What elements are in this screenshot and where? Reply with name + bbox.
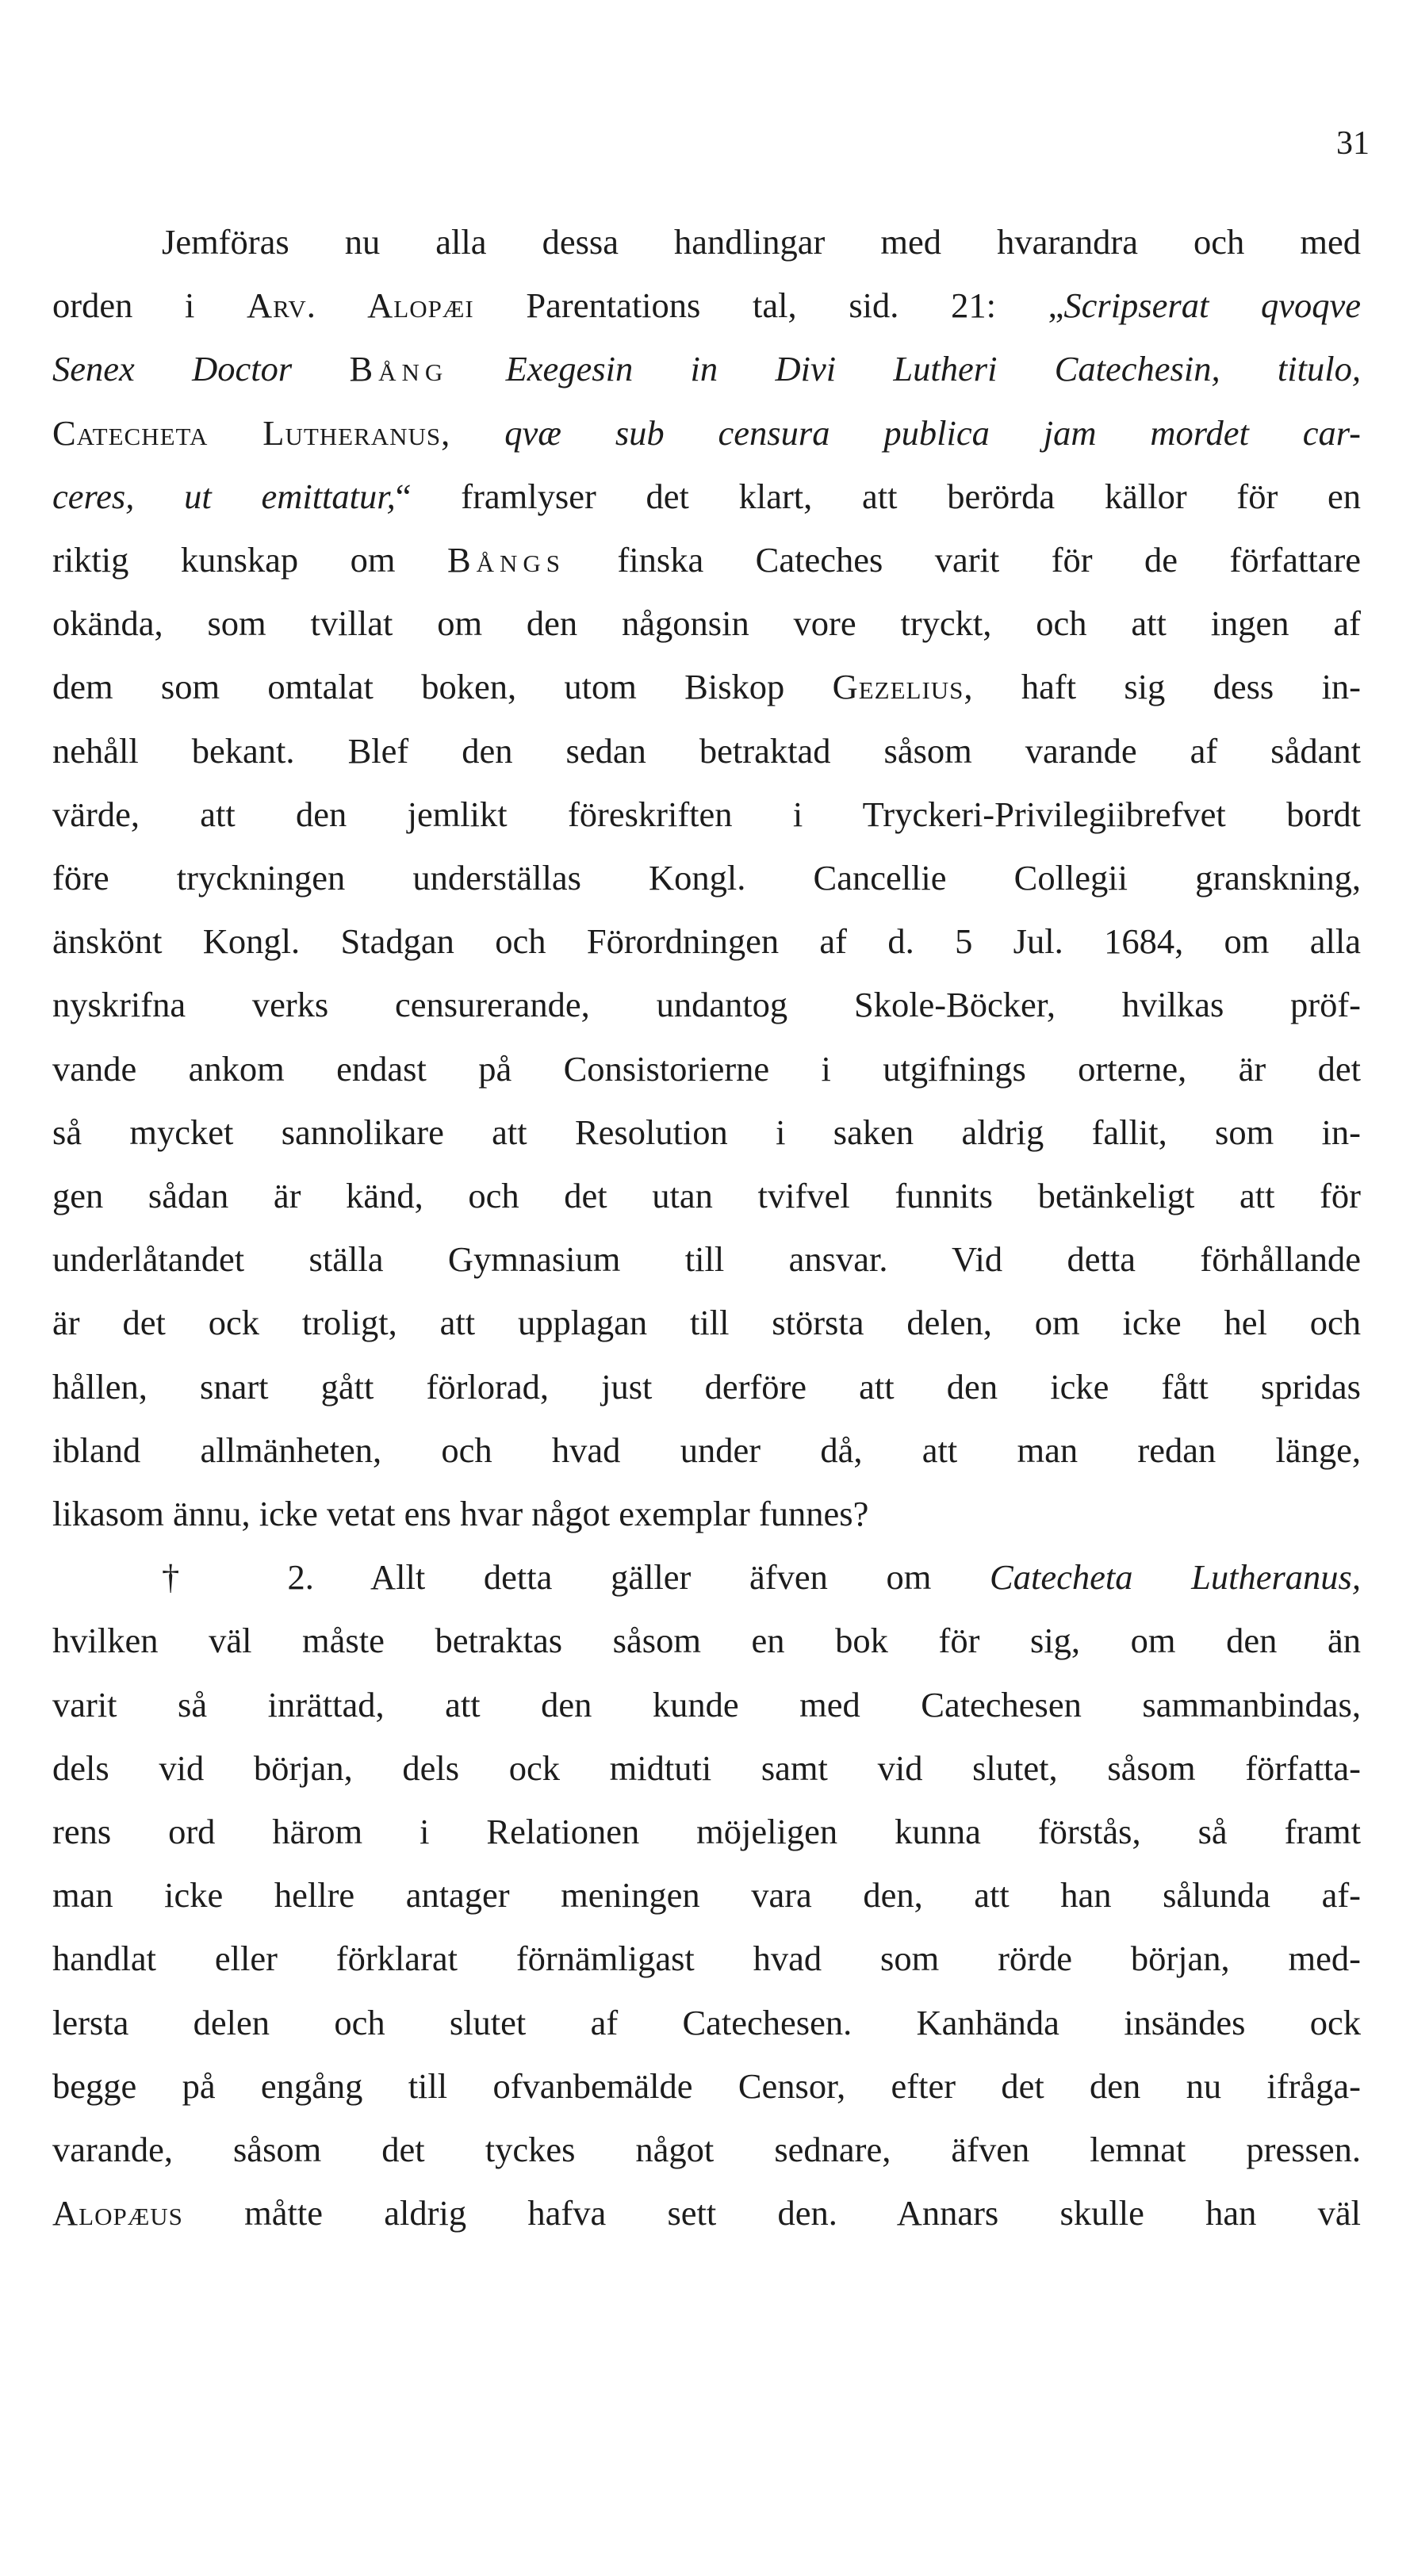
text-line [52,2181,1361,2245]
text-line [52,783,1361,846]
text-line [52,719,1361,783]
text-segment: Catecheta Lutheranus, [990,1557,1361,1598]
text-segment: hållen, snart gått förlorad, just derföre att den icke fått spridas [52,1366,1361,1407]
text-segment: Scripserat qvoqve [1063,285,1361,326]
text-line [52,655,1361,718]
text-segment: Bångs [446,540,566,580]
text-segment: vande ankom endast på Consistorierne i utgifnings orterne, är det [52,1048,1361,1089]
text-segment: Catecheta Lutheranus, [52,412,451,453]
text-segment: Alopæus [52,2193,183,2233]
text-segment: handlat eller förklarat förnämligast hvad som rörde början, med- [52,1939,1361,1979]
text-line [52,1545,1361,1609]
body-text [52,210,1361,2245]
text-segment: qvæ sub censura publica jam mordet car- [504,412,1361,453]
text-line [52,1609,1361,1672]
text-line [52,1863,1361,1927]
text-segment: är det ock troligt, att upplagan till största delen, om icke hel och [52,1303,1361,1343]
text-segment: Arv. Alopæi [247,285,474,326]
text-segment: änskönt Kongl. Stadgan och Förordningen af d. 5 Jul. 1684, om alla [52,921,1361,962]
text-segment: Parentations tal, sid. 21: „ [473,285,1064,326]
text-segment: rens ord härom i Relationen möjeligen kunna förstås, så framt [52,1812,1361,1852]
text-line [52,1037,1361,1100]
text-segment: “ framlyser det klart, att berörda källor för en [395,476,1361,516]
text-segment: dels vid början, dels ock midtuti samt vid slutet, såsom författa- [52,1747,1361,1788]
text-segment [292,349,349,389]
text-segment: hvilken väl måste betraktas såsom en bok för sig, om den än [52,1621,1361,1661]
text-line [52,1800,1361,1863]
text-segment: måtte aldrig hafva sett den. Annars skulle han väl [182,2193,1361,2233]
text-line [52,465,1361,528]
text-segment: nehåll bekant. Blef den sedan betraktad såsom varande af sådant [52,730,1361,771]
text-line [52,2118,1361,2181]
text-line [52,1673,1361,1736]
text-line [52,1355,1361,1418]
text-segment: Bång [349,349,449,389]
text-segment: Jemföras nu alla dessa handlingar med hvarandra och med [162,222,1361,262]
text-line [52,210,1361,274]
text-segment: före tryckningen underställas Kongl. Cancellie Collegii granskning, [52,858,1361,898]
text-line [52,1291,1361,1354]
text-segment: så mycket sannolikare att Resolution i saken aldrig fallit, som in- [52,1112,1361,1152]
text-segment: begge på engång till ofvanbemälde Censor, efter det den nu ifråga- [52,2065,1361,2106]
page-number: 31 [1336,125,1370,162]
text-segment: likasom ännu, icke vetat ens hvar något exemplar funnes? [52,1494,869,1534]
text-segment: gen sådan är känd, och det utan tvifvel funnits betänkeligt att för [52,1176,1361,1216]
text-segment: varande, såsom det tyckes något sednare, äfven lemnat pressen. [52,2130,1361,2170]
text-line [52,1227,1361,1291]
text-line [52,973,1361,1036]
text-line [52,1927,1361,1990]
text-segment [448,349,505,389]
text-segment: ibland allmänheten, och hvad under då, att man redan länge, [52,1430,1361,1470]
text-segment: man icke hellre antager meningen vara den, att han sålunda af- [52,1875,1361,1916]
text-segment: orden i [52,285,247,326]
text-line [52,337,1361,400]
text-line [52,1482,1361,1545]
text-segment: varit så inrättad, att den kunde med Catechesen sammanbindas, [52,1684,1361,1724]
text-segment: underlåtandet ställa Gymnasium till ansvar. Vid detta förhållande [52,1239,1361,1280]
text-segment: nyskrifna verks censurerande, undantog Skole-Böcker, hvilkas pröf- [52,985,1361,1025]
text-segment: Gezelius, [832,667,974,707]
text-segment: Exegesin in Divi Lutheri Catechesin, titulo, [505,349,1361,389]
text-segment: haft sig dess in- [973,667,1361,707]
text-segment: Senex Doctor [52,349,293,389]
text-segment [450,413,504,453]
text-segment: värde, att den jemlikt föreskriften i Tryckeri-Privilegiibrefvet bordt [52,794,1361,834]
text-segment: riktig kunskap om [52,540,447,580]
text-segment: okända, som tvillat om den någonsin vore tryckt, och att ingen af [52,603,1361,644]
text-line [52,1418,1361,1482]
text-line [52,528,1361,591]
text-line [52,909,1361,973]
text-line [52,274,1361,337]
text-segment: lersta delen och slutet af Catechesen. Kanhända insändes ock [52,2002,1361,2042]
text-line [52,1164,1361,1227]
text-segment: dem som omtalat boken, utom Biskop [52,667,833,707]
text-segment: finska Cateches varit för de författare [565,540,1362,580]
text-line [52,591,1361,655]
text-line [52,2054,1361,2118]
text-line [52,1100,1361,1164]
text-segment: ceres, ut emittatur, [52,476,396,516]
text-line [52,401,1361,465]
text-segment: † 2. Allt detta gäller äfven om [162,1557,990,1598]
text-line [52,846,1361,909]
text-line [52,1736,1361,1800]
text-line [52,1991,1361,2054]
